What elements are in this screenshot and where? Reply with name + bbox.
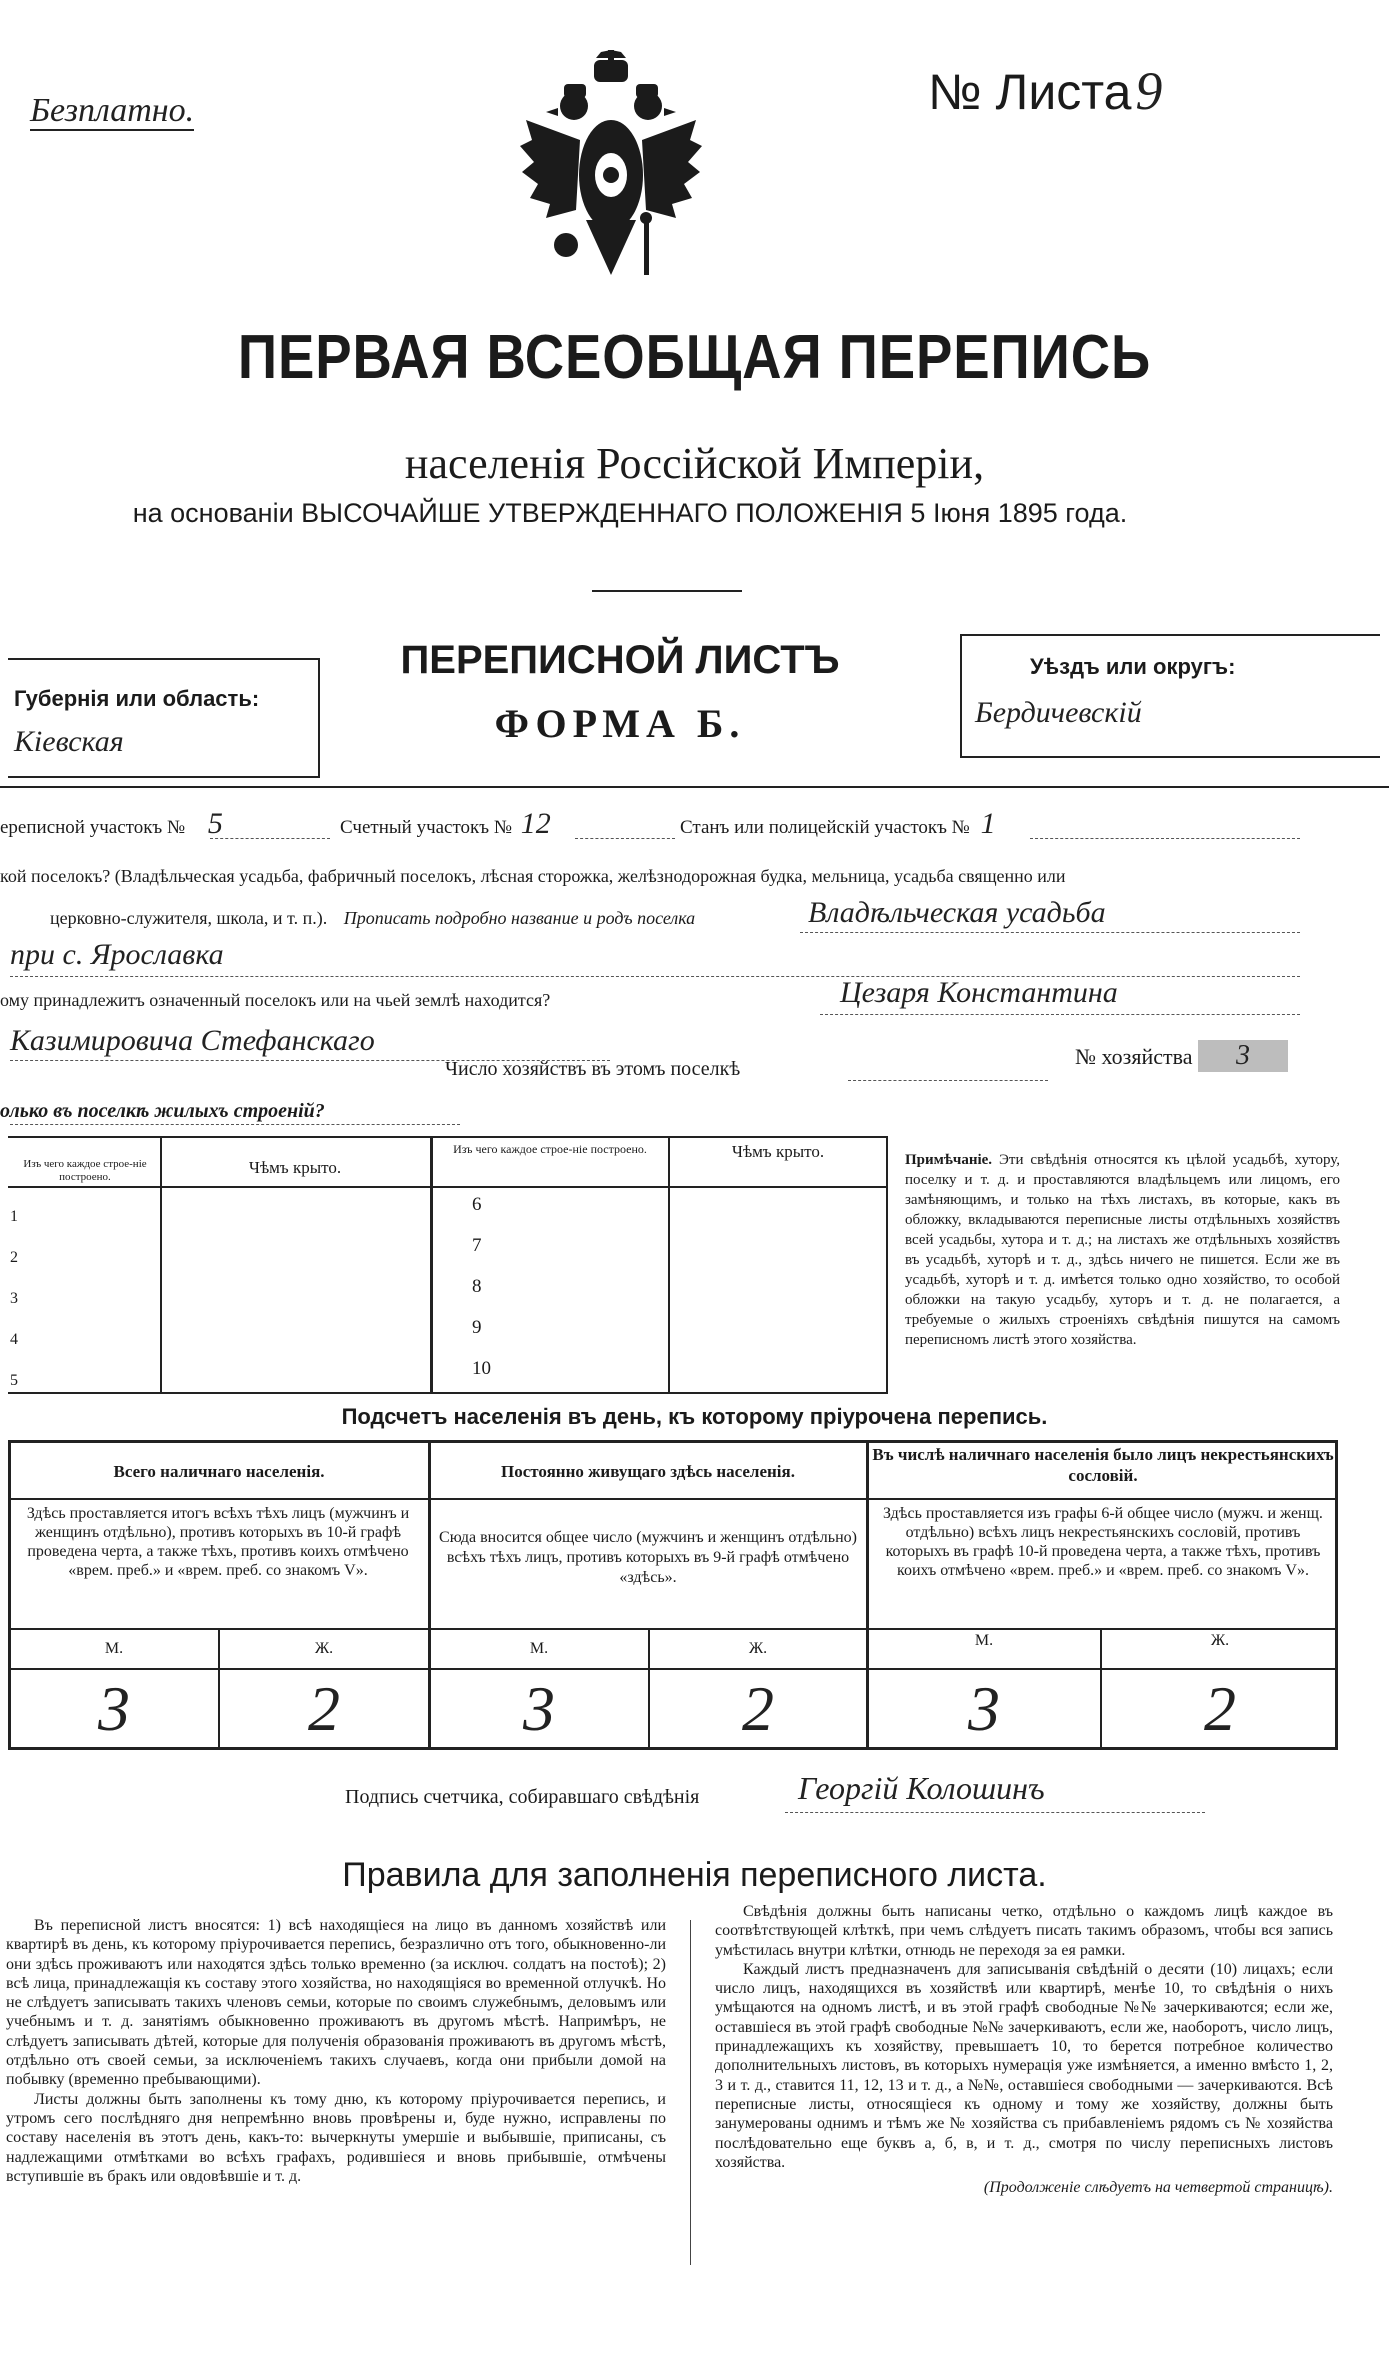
signature-value: Георгій Колошинъ	[798, 1770, 1045, 1806]
rules-paragraph: Каждый листъ предназначенъ для записыванія свѣдѣній о десяти (10) лицахъ; если число лицъ, находящихся въ хозяйствѣ или квартирѣ, менѣе 10, то свѣдѣнія о нихъ умѣщаются на одномъ листѣ, и въ этой графѣ свободные №№ зачеркиваются; если же, оставшіеся въ этой графѣ свободные №№ зачеркиваютъ, если же, наоборотъ, число лицъ, принадлежащихъ къ хозяйству, превышаетъ 10, то берется потребное количество дополнительныхъ листовъ, въ которыхъ нумерація уже измѣняется, а именно вмѣсто 1, 2, 3 и т. д., ставится 11, 12, 13 и т. д., а №№, оставшіеся свободными — зачеркиваются. Всѣ переписные листы, относящіеся къ одному и тому же хозяйству, должны быть занумерованы однимъ и тѣмъ же № хозяйства съ прибавленіемъ рядомъ съ № хозяйства послѣдовательно еще буквъ а, б, в, и т. д., смотря по числу переписныхъ листовъ хозяйства.	[715, 1960, 1333, 2171]
buildings-col2-header: Чѣмъ крыто.	[248, 1158, 342, 1177]
sheet-number: № Листа9	[928, 61, 1163, 121]
building-row-number: 7	[472, 1235, 482, 1256]
settlement-line2: церковно-служителя, школа, и т. п.). Прописать подробно название и родъ поселка	[50, 908, 696, 928]
note-text: Эти свѣдѣнія относятся къ цѣлой усадьбѣ, хутору, поселку и т. д. и проставляются владѣльцемъ или лицомъ, его замѣняющимъ, и только на тѣхъ листахъ, въ которые, какъ въ обложку, вкладываются переписные листы отдѣльныхъ хозяйствъ всей усадьбы, хутора и т. д.; на листахъ же отдѣльныхъ хозяйствъ въ усадьбѣ, хуторѣ и т. д., здѣсь ничего не пишется. Если же въ усадьбѣ, хуторѣ и т. д. имѣется только одно хозяйство, то особой обложки на такую усадьбу, хуторъ и т. д. не полагается, а требуемые о жилыхъ строеніяхъ свѣдѣнія пишутся на самомъ переписномъ листѣ этого хозяйства.	[905, 1152, 1340, 1348]
total-male-value: 3	[98, 1673, 130, 1744]
settlement-name-value: Владѣльческая усадьба	[808, 896, 1106, 929]
count-district: Счетный участокъ № 12	[340, 807, 551, 840]
buildings-note	[905, 1150, 1340, 1350]
owner-label: ому принадлежитъ означенный поселокъ или на чьей землѣ находится?	[0, 990, 551, 1010]
imperial-eagle-emblem	[516, 50, 706, 305]
population-title: Подсчетъ населенія въ день, къ которому пріурочена перепись.	[341, 1404, 1048, 1429]
buildings-rows-left	[10, 1196, 18, 1401]
rules-paragraph: Въ переписной листъ вносятся: 1) всѣ находящіеся на лицо въ данномъ хозяйствѣ или квартирѣ въ день, къ которому пріурочивается перепись, безразлично отъ того, обыкновенно-ли они здѣсь проживаютъ или находятся здѣсь только временно (за исключ. солдатъ на постоѣ); 2) всѣ лица, принадлежащія къ составу этого хозяйства, но находящіяся во временной отлучкѣ. Но не слѣдуетъ записывать такихъ членовъ семьи, которые по своимъ служебнымъ, деловымъ или учебнымъ и т. д. занятіямъ обыкновенно проживаютъ въ другомъ мѣстѣ. Напримѣръ, не слѣдуетъ записывать дѣтей, которые для полученія образованія проживаютъ въ другомъ мѣстѣ, отдѣльно отъ своей семьи, за исключеніемъ такихъ случаевъ, когда они прибыли домой на побывку (временно пребывающими).	[6, 1917, 666, 2089]
resident-female-value: 2	[742, 1673, 774, 1744]
rules-left-column	[6, 1916, 666, 2186]
rules-right-column	[715, 1902, 1333, 2197]
page-subtitle: населенія Россійской Имперіи,	[404, 439, 985, 488]
female-label: Ж.	[1210, 1632, 1230, 1649]
population-col2-desc: Сюда вносится общее число (мужчинъ и женщинъ отдѣльно) всѣхъ тѣхъ лицъ, противъ которыхъ въ 9-й графѣ отмѣчено «здѣсь».	[439, 1529, 857, 1586]
nonpeasant-female-value: 2	[1204, 1673, 1236, 1744]
household-number: № хозяйства 3	[1075, 1040, 1288, 1072]
population-col3-desc: Здѣсь проставляется изъ графы 6-й общее число (мужч. и женщ. отдѣльно) всѣхъ лицъ некрестьянскихъ сословій, противъ которыхъ въ графѣ 10-й проведена черта, а также тѣхъ, противъ коихъ отмѣчено «врем. преб.» и «врем. преб. со знакомъ V».	[883, 1505, 1323, 1579]
building-row-number: 9	[472, 1317, 482, 1338]
gubernia-value: Кіевская	[14, 725, 124, 758]
uezd-value: Бердичевскій	[975, 696, 1142, 729]
male-label: М.	[104, 1640, 124, 1657]
building-row-number: 6	[472, 1194, 482, 1215]
gubernia-box	[8, 658, 320, 778]
female-label: Ж.	[748, 1640, 768, 1657]
sheet-title: ПЕРЕПИСНОЙ ЛИСТЪ	[400, 638, 840, 682]
stan-district: Станъ или полицейскій участокъ № 1	[680, 807, 996, 840]
census-district: ереписной участокъ № 5	[0, 807, 223, 840]
buildings-rows-right	[472, 1184, 491, 1389]
rules-title: Правила для заполненія переписного листа.	[342, 1856, 1047, 1894]
buildings-col1-header: Изъ чего каждое строе-ніе построено.	[23, 1158, 147, 1183]
nonpeasant-male-value: 3	[968, 1673, 1000, 1744]
population-col1-header: Всего наличнаго населенія.	[113, 1462, 325, 1481]
buildings-col3-header: Изъ чего каждое строе-ніе построено.	[453, 1142, 647, 1156]
total-female-value: 2	[308, 1673, 340, 1744]
buildings-label: олько въ поселкѣ жилыхъ строеній?	[0, 1100, 325, 1122]
male-label: М.	[529, 1640, 549, 1657]
population-col3-header: Въ числѣ наличнаго населенія было лицъ некрестьянскихъ сословій.	[872, 1445, 1334, 1485]
form-label: ФОРМА Б.	[494, 701, 746, 746]
rules-paragraph: Свѣдѣнія должны быть написаны четко, отдѣльно о каждомъ лицѣ каждое въ соотвѣтствующей клѣткѣ, при чемъ слѣдуетъ писать такимъ образомъ, чтобы вся запись умѣстилась внутри клѣтки, отнюдь не переходя за ея рамки.	[715, 1903, 1333, 1959]
legal-basis: на основаніи ВЫСОЧАЙШЕ УТВЕРЖДЕННАГО ПОЛОЖЕНІЯ 5 Іюня 1895 года.	[132, 498, 1128, 528]
building-row-number: 3	[10, 1290, 18, 1307]
free-label: Безплатно.	[30, 92, 195, 129]
page-title: ПЕРВАЯ ВСЕОБЩАЯ ПЕРЕПИСЬ	[237, 323, 1152, 392]
building-row-number: 2	[10, 1249, 18, 1266]
settlement-type-label: кой поселокъ? (Владѣльческая усадьба, фабричный поселокъ, лѣсная сторожка, желѣзнодорожная будка, мельница, усадьба священно или	[0, 866, 1066, 886]
building-row-number: 5	[10, 1372, 18, 1389]
building-row-number: 1	[10, 1208, 18, 1225]
owner-value-2: Казимировича Стефанскаго	[10, 1024, 375, 1057]
population-col1-desc: Здѣсь проставляется итогъ всѣхъ тѣхъ лицъ (мужчинъ и женщинъ отдѣльно), противъ которыхъ въ 10-й графѣ проведена черта, а также тѣхъ, противъ коихъ отмѣчено «врем. преб.» и «врем. преб. со знакомъ V».	[26, 1505, 410, 1579]
resident-male-value: 3	[523, 1673, 555, 1744]
male-label: М.	[974, 1632, 994, 1649]
rules-continuation: (Продолженіе слѣдуетъ на четвертой страницѣ).	[983, 2179, 1333, 2197]
building-row-number: 4	[10, 1331, 18, 1348]
building-row-number: 8	[472, 1276, 482, 1297]
households-label: Число хозяйствъ въ этомъ поселкѣ	[445, 1058, 741, 1080]
female-label: Ж.	[314, 1640, 334, 1657]
note-title: Примѣчаніе.	[905, 1152, 993, 1168]
settlement-village-value: при с. Ярославка	[10, 938, 224, 971]
building-row-number: 10	[472, 1358, 491, 1379]
uezd-label: Уѣздъ или округъ:	[1030, 654, 1236, 679]
signature-label: Подпись счетчика, собиравшаго свѣдѣнія	[345, 1786, 700, 1808]
buildings-col4-header: Чѣмъ крыто.	[731, 1142, 825, 1161]
rules-paragraph: Листы должны быть заполнены къ тому дню, къ которому пріурочивается перепись, и утромъ сего послѣдняго дня непремѣнно вновь провѣрены и, буде нужно, исправлены по составу населенія въ этотъ день, какъ-то: вычеркнуты умершіе и выбывшіе, приписаны, съ надлежащими отмѣтками во всѣхъ графахъ, родившіеся и вновь прибывшіе, отмѣчены вступившіе въ бракъ или овдовѣвшіе и т. д.	[6, 2090, 666, 2185]
gubernia-label: Губернія или область:	[14, 686, 260, 711]
owner-value: Цезаря Константина	[840, 976, 1118, 1009]
population-col2-header: Постоянно живущаго здѣсь населенія.	[501, 1462, 795, 1481]
